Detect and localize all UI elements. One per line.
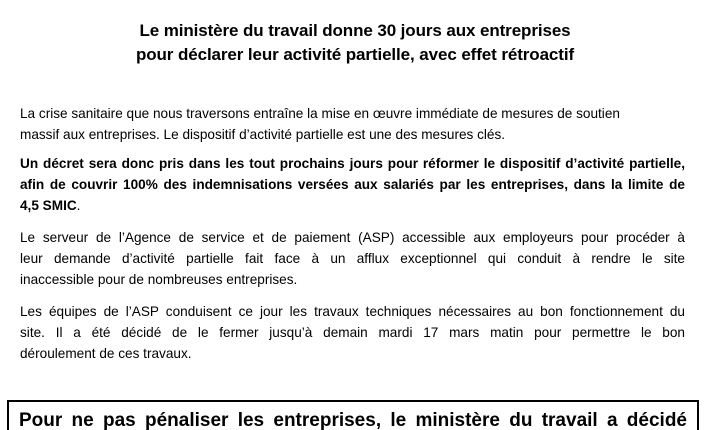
paragraph-line: La crise sanitaire que nous traversons entraîne la mise en œuvre immédiate de mesures de soutien — [20, 106, 620, 121]
boxed-announcement — [7, 400, 699, 430]
paragraph-equipes-asp — [20, 301, 685, 364]
paragraph-line: massif aux entreprises. Le dispositif d’activité partielle est une des mesures clés. — [20, 127, 506, 142]
paragraph-line: Le serveur de l’Agence de service et de paiement (ASP) accessible aux employeurs pour procéder à — [20, 230, 685, 245]
paragraph-line: afin de couvrir 100% des indemnisations versées aux salariés par les entreprises, dans la limite de — [20, 177, 685, 192]
title-line-1: Le ministère du travail donne 30 jours aux entreprises — [139, 21, 571, 40]
title-line-2: pour déclarer leur activité partielle, avec effet rétroactif — [135, 45, 575, 64]
paragraph-line: déroulement de ces travaux. — [20, 346, 192, 361]
boxed-announcement-text: Pour ne pas pénaliser les entreprises, le ministère du travail a décidé — [19, 410, 687, 430]
paragraph-line: site. Il a été décidé de le fermer jusqu’à demain mardi 17 mars matin pour permettre le bon — [20, 325, 685, 340]
paragraph-line-text: 4,5 SMIC — [20, 198, 77, 213]
paragraph-crise-sanitaire — [20, 103, 685, 145]
paragraph-line: leur demande d’activité partielle fait face à un afflux exceptionnel qui conduit à rendre le site — [20, 251, 685, 266]
document-title — [20, 19, 690, 67]
paragraph-line-period: . — [76, 198, 81, 213]
paragraph-line-last — [20, 195, 685, 216]
paragraph-serveur-asp — [20, 227, 685, 290]
paragraph-line: inaccessible pour de nombreuses entreprises. — [20, 272, 298, 287]
paragraph-decret — [20, 153, 685, 216]
paragraph-line: Un décret sera donc pris dans les tout prochains jours pour réformer le dispositif d’activité partielle, — [20, 156, 685, 171]
paragraph-line: Les équipes de l’ASP conduisent ce jour les travaux techniques nécessaires au bon fonctionnement du — [20, 304, 685, 319]
